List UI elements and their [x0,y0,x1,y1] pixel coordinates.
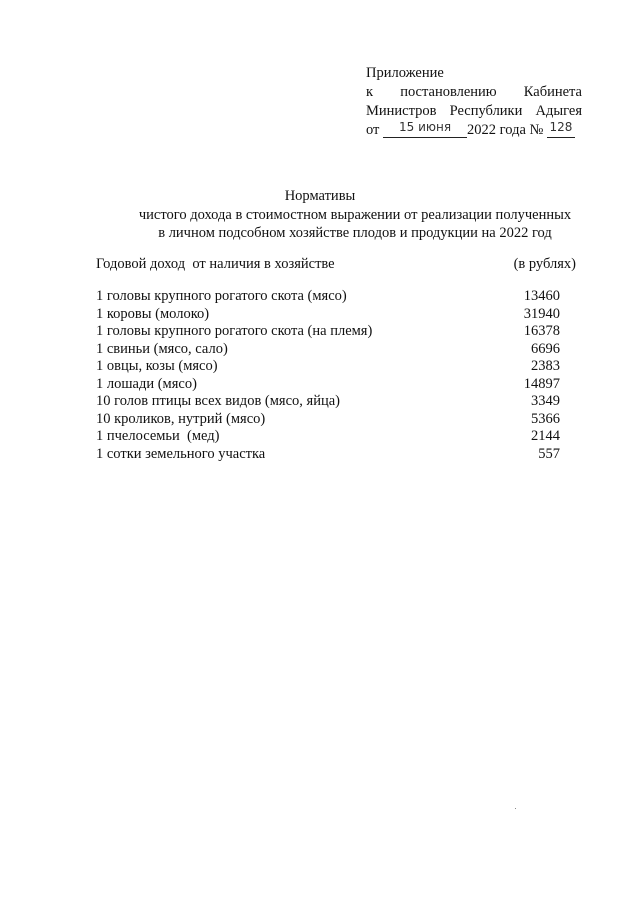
row-label: 1 свиньи (мясо, сало) [96,340,228,357]
table-row [96,323,560,341]
row-value: 6696 [531,340,560,357]
header-unit-label: (в рублях) [513,256,576,272]
row-label: 1 лошади (мясо) [96,375,197,392]
row-value: 3349 [531,393,560,409]
table-row [96,306,560,324]
appendix-word: к [366,84,374,100]
row-value: 13460 [523,288,560,304]
date-blank [383,121,467,138]
table-row [96,446,560,464]
appendix-word: Республики [449,103,523,119]
row-value: 5366 [531,410,560,427]
appendix-line-resolution [366,83,582,102]
row-label: 1 пчелосемьи (мед) [96,428,220,444]
row-value: 557 [538,445,560,462]
row-label: 1 коровы (молоко) [96,305,210,322]
row-label: 1 овцы, козы (мясо) [96,358,218,374]
row-value: 16378 [523,323,560,339]
row-label: 10 кроликов, нутрий (мясо) [96,410,266,427]
appendix-date-line [366,121,582,140]
appendix-word: Кабинета [523,84,582,100]
table-row [96,428,560,446]
row-value: 14897 [523,375,560,392]
subtitle-line-2: в личном подсобном хозяйстве плодов и продукции на 2022 год [158,225,552,241]
table-row [96,376,560,394]
table-row [96,341,560,359]
table-header [96,256,576,273]
subtitle-line-1: чистого дохода в стоимостном выражении от реализации полученных [138,207,572,223]
date-suffix: 2022 года № [467,122,544,138]
scan-speck [515,808,516,809]
row-label: 1 сотки земельного участка [96,445,266,462]
appendix-word: постановлению [400,84,497,100]
appendix-line-ministers [366,102,582,121]
row-value: 2383 [531,358,560,374]
appendix-word: Министров [366,103,437,119]
header-income-label: Годовой доход от наличия в хозяйстве [96,256,335,272]
appendix-heading: Приложение [366,65,444,81]
income-table [96,288,560,463]
table-row [96,358,560,376]
handwritten-date: 15 июня [399,120,452,134]
row-label: 1 головы крупного рогатого скота (мясо) [96,288,347,304]
handwritten-number: 128 [549,120,573,134]
table-row [96,288,560,306]
document-subtitle [120,206,590,242]
appendix-block [366,64,582,140]
row-label: 1 головы крупного рогатого скота (на племя) [96,323,373,339]
number-blank [547,121,575,138]
table-row [96,393,560,411]
appendix-word: Адыгея [535,103,582,119]
row-value: 2144 [531,428,560,444]
row-label: 10 голов птицы всех видов (мясо, яйца) [96,393,340,409]
table-row [96,411,560,429]
date-prefix: от [366,122,380,138]
document-title: Нормативы [284,188,356,204]
row-value: 31940 [523,305,560,322]
